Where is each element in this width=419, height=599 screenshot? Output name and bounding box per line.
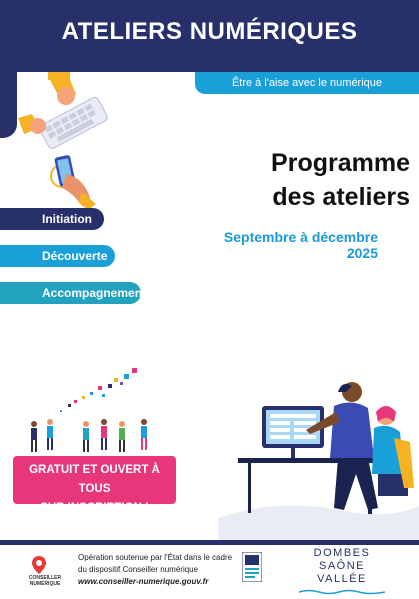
wave-icon [299, 589, 385, 595]
location-pin-icon [32, 556, 46, 574]
free-registration-banner [13, 456, 176, 514]
computer-workshop-illustration [218, 378, 419, 540]
footer-line1: Opération soutenue par l'État dans le cadre [78, 553, 233, 562]
tagline-banner: Être à l'aise avec le numérique [195, 72, 419, 94]
level-pill-initiation [0, 208, 104, 230]
people-confetti-illustration [24, 366, 164, 456]
level-pill-accompagnement [0, 282, 147, 304]
footer-text [78, 552, 248, 588]
partner-line2: SAÔNE VALLÉE [317, 560, 367, 585]
footer-line2: du dispositif Conseiller numérique [78, 565, 199, 574]
programme-title [200, 146, 410, 214]
programme-dates: Septembre à décembre 2025 [223, 229, 378, 261]
state-emblem-icon [242, 552, 262, 582]
cta-line1: GRATUIT ET OUVERT À TOUS [29, 464, 160, 495]
header-banner [0, 0, 419, 72]
programme-title-line1: Programme [271, 149, 410, 177]
level-label: Découverte [42, 249, 108, 263]
conseiller-numerique-label: CONSEILLER NUMÉRIQUE [28, 575, 62, 587]
phone-hand-illustration [40, 152, 100, 210]
programme-title-line2: des ateliers [272, 183, 410, 211]
level-label: Accompagnement [42, 286, 147, 300]
footer-divider [0, 540, 419, 545]
cta-line2: SUR INSCRIPTION ! [40, 502, 149, 514]
footer-url: www.conseiller-numerique.gouv.fr [78, 577, 209, 586]
keyboard-hands-illustration [18, 72, 118, 152]
header-side-band [0, 72, 17, 138]
level-pill-decouverte [0, 245, 115, 267]
level-label: Initiation [42, 212, 92, 226]
partner-line1: DOMBES [313, 547, 371, 559]
dombes-saone-vallee-logo [296, 547, 388, 599]
page-title: ATELIERS NUMÉRIQUES [61, 18, 358, 45]
